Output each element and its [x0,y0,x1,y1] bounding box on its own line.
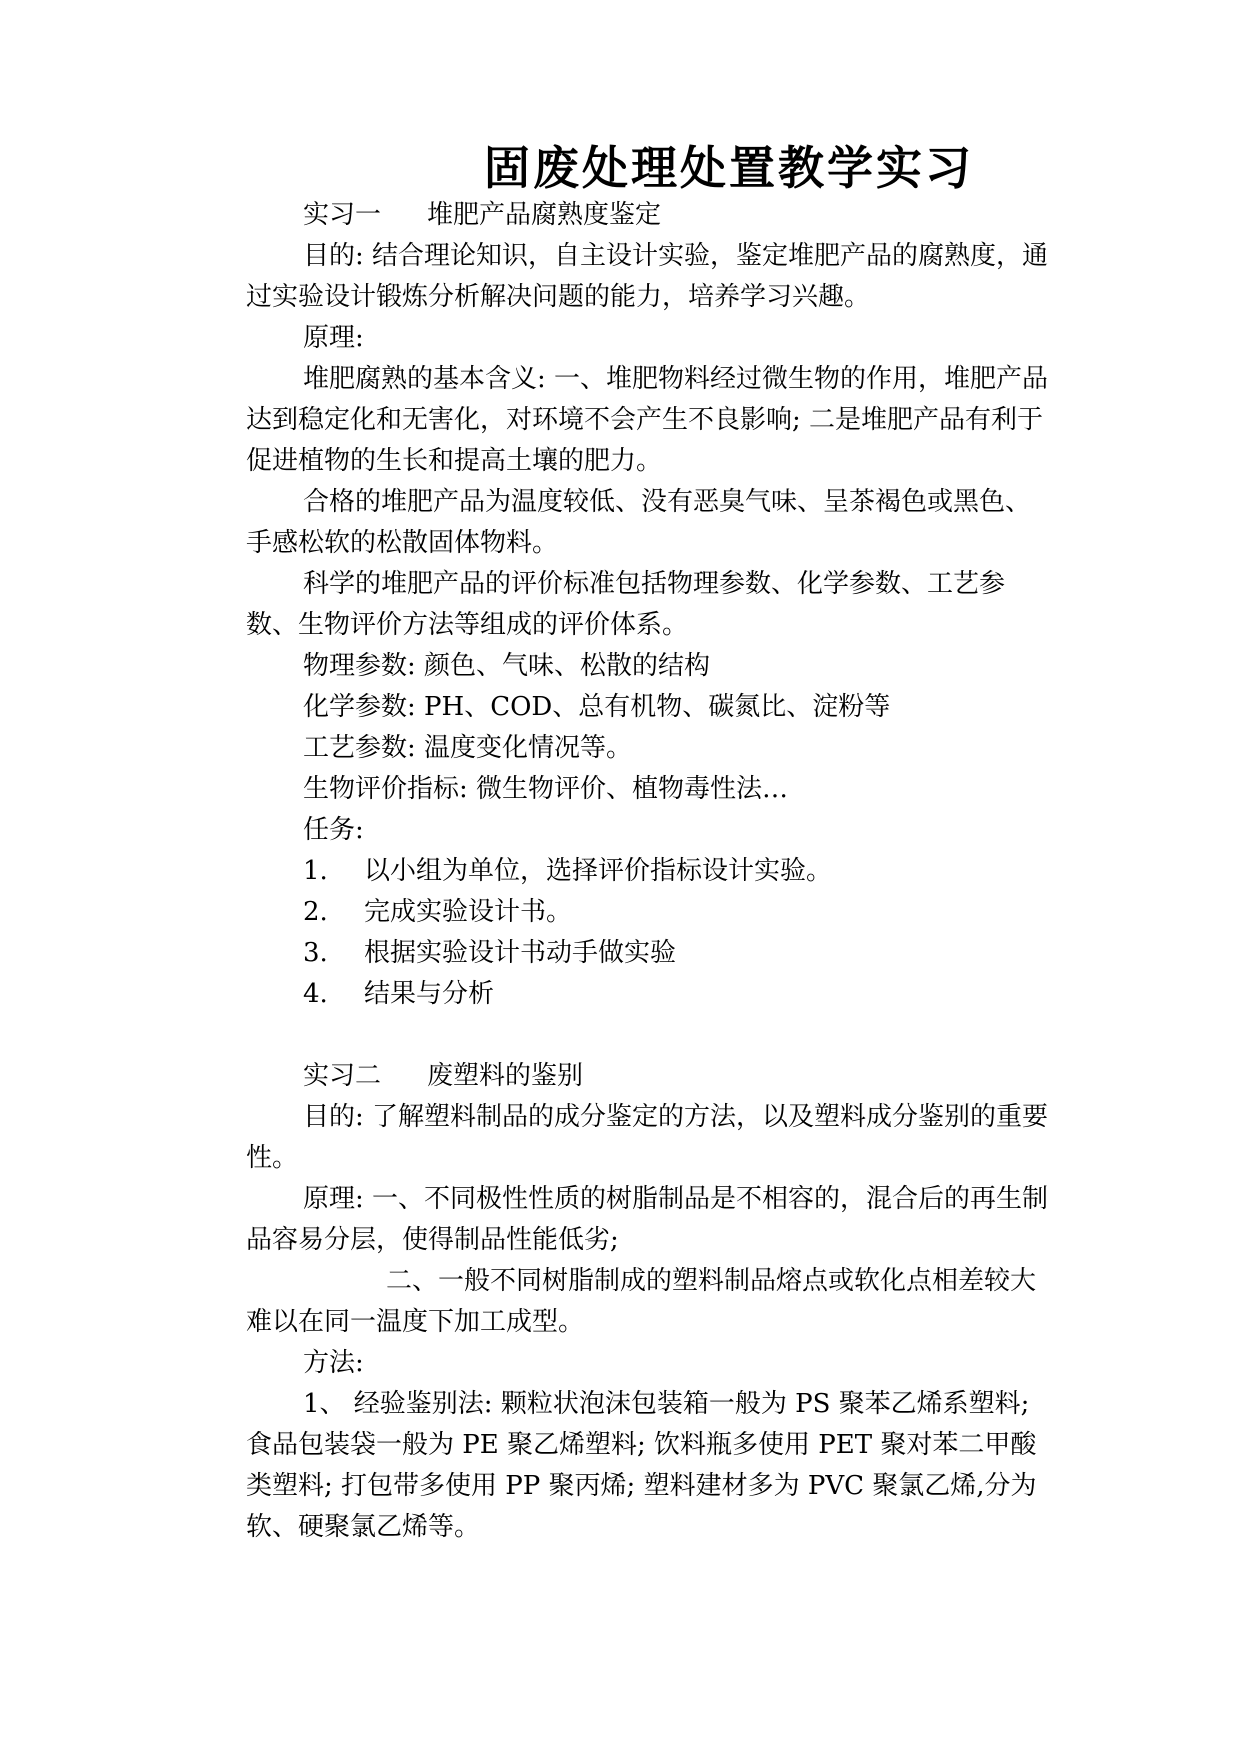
section-name: 废塑料的鉴别 [427,1061,584,1091]
bio-params: 生物评价指标: 微生物评价、植物毒性法… [303,774,789,804]
section-name: 堆肥产品腐熟度鉴定 [427,200,662,230]
document-body [246,195,1056,1548]
task-item [246,851,1056,892]
section-heading-2 [246,1056,1056,1097]
task-number: 2. [303,897,328,927]
paragraph: 合格的堆肥产品为温度较低、没有恶臭气味、呈茶褐色或黑色、手感松软的松散固体物料。 [246,487,1032,558]
purpose-paragraph: 目的: 结合理论知识，自主设计实验，鉴定堆肥产品的腐熟度，通过实验设计锻炼分析解决问题的能力，培养学习兴趣。 [246,241,1049,312]
task-item [246,933,1056,974]
process-params: 工艺参数: 温度变化情况等。 [303,733,633,763]
task-number: 3. [303,938,328,968]
task-text: 根据实验设计书动手做实验 [364,938,677,968]
task-item [246,974,1056,1015]
principle-heading: 原理: [303,323,364,353]
principle-paragraph: 原理: 一、不同极性性质的树脂制品是不相容的，混合后的再生制品容易分层，使得制品性能低劣; [246,1184,1049,1255]
task-text: 以小组为单位，选择评价指标设计实验。 [364,856,833,886]
paragraph: 科学的堆肥产品的评价标准包括物理参数、化学参数、工艺参数、生物评价方法等组成的评价体系。 [246,569,1006,640]
spacer [246,1015,1056,1056]
task-text: 完成实验设计书。 [364,897,573,927]
method-paragraph: 1、 经验鉴别法: 颗粒状泡沫包装箱一般为 PS 聚苯乙烯系塑料; 食品包装袋一般为 PE 聚乙烯塑料; 饮料瓶多使用 PET 聚对苯二甲酸类塑料; 打包带多使用 PP 聚丙烯; 塑料建材多为 PVC 聚氯乙烯,分为软、硬聚氯乙烯等。 [246,1389,1037,1542]
task-item [246,892,1056,933]
task-text: 结果与分析 [364,979,495,1009]
section-label: 实习二 [303,1061,382,1091]
principle-paragraph: 二、一般不同树脂制成的塑料制品熔点或软化点相差较大难以在同一温度下加工成型。 [246,1266,1037,1337]
task-number: 4. [303,979,328,1009]
purpose-paragraph: 目的: 了解塑料制品的成分鉴定的方法，以及塑料成分鉴别的重要性。 [246,1102,1049,1173]
section-heading-1 [246,195,1056,236]
document-title: 固废处理处置教学实习 [484,141,974,195]
chemical-params: 化学参数: PH、COD、总有机物、碳氮比、淀粉等 [303,692,891,722]
paragraph: 堆肥腐熟的基本含义: 一、堆肥物料经过微生物的作用，堆肥产品达到稳定化和无害化，对环境不会产生不良影响; 二是堆肥产品有利于促进植物的生长和提高土壤的肥力。 [246,364,1049,476]
task-heading: 任务: [303,815,364,845]
physical-params: 物理参数: 颜色、气味、松散的结构 [303,651,711,681]
task-number: 1. [303,856,328,886]
method-heading: 方法: [303,1348,364,1378]
section-label: 实习一 [303,200,382,230]
